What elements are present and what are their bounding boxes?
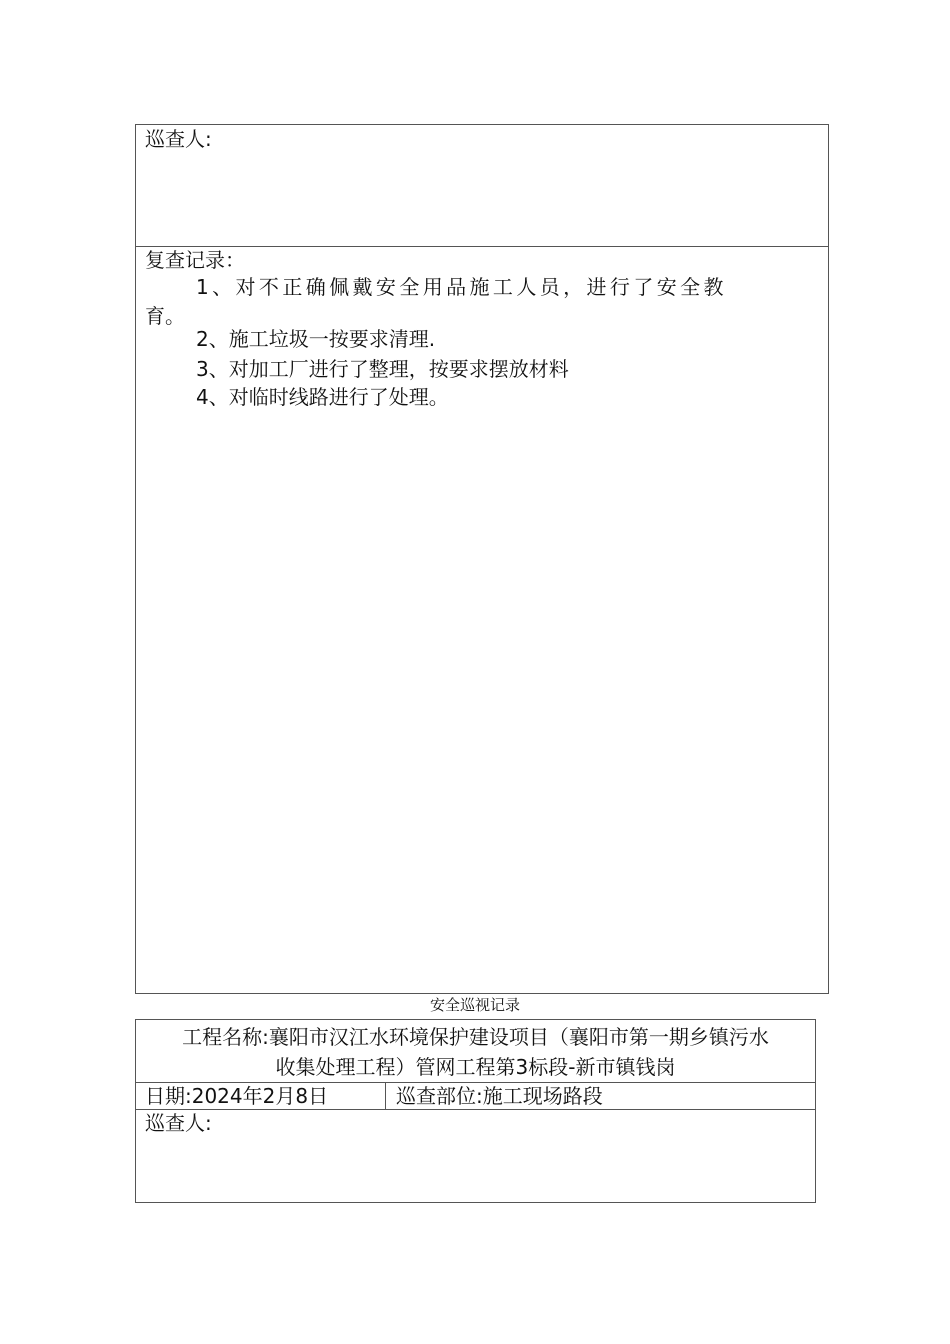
- project-name-line-1: 工程名称:襄阳市汉江水环境保护建设项目（襄阳市第一期乡镇污水: [182, 1025, 769, 1049]
- review-item-3: 3、对加工厂进行了整理，按要求摆放材料: [196, 357, 569, 381]
- review-record-label: 复查记录：: [145, 248, 245, 272]
- cell-divider: [385, 1082, 386, 1109]
- review-item-2: 2、施工垃圾一按要求清理.: [196, 327, 436, 351]
- review-item-1-continuation: 育。: [145, 304, 185, 328]
- bottom-record-table: [135, 1019, 816, 1203]
- table-divider: [136, 1109, 815, 1110]
- date-field: 日期:2024年2月8日: [145, 1084, 329, 1108]
- inspector-label: 巡查人:: [145, 127, 212, 151]
- table-caption: 安全巡视记录: [429, 996, 520, 1014]
- review-item-1: 1、对不正确佩戴安全用品施工人员，进行了安全教: [196, 275, 727, 299]
- inspector-label: 巡查人:: [145, 1111, 212, 1135]
- project-name-line-2: 收集处理工程）管网工程第3标段-新市镇钱岗: [275, 1055, 676, 1079]
- review-item-4: 4、对临时线路进行了处理。: [196, 385, 449, 409]
- inspection-location-field: 巡查部位:施工现场路段: [396, 1084, 603, 1108]
- top-record-table: [135, 124, 829, 994]
